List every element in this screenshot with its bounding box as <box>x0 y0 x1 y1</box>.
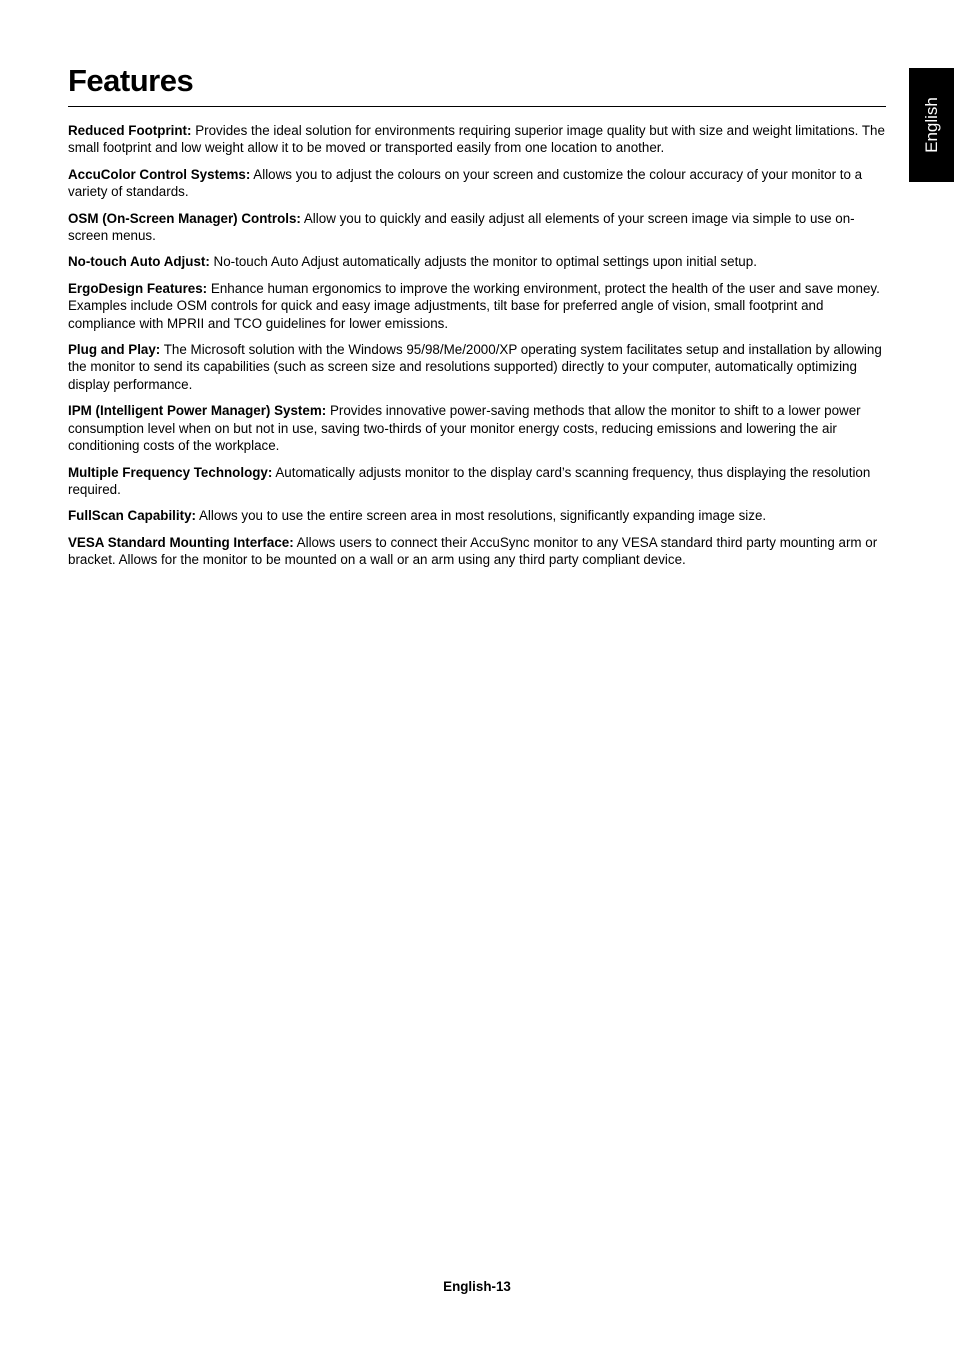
feature-name: No-touch Auto Adjust: <box>68 254 210 270</box>
feature-description: Allows you to adjust the colours on your screen and customize the colour accuracy of your monitor to a variety of standards. <box>68 166 863 200</box>
feature-item <box>68 402 886 454</box>
feature-name: OSM (On-Screen Manager) Controls: <box>68 210 301 226</box>
feature-item <box>68 464 886 499</box>
page-title: Features <box>68 63 194 98</box>
page-number: English-13 <box>443 1279 511 1294</box>
language-tab-label: English <box>921 97 941 153</box>
feature-item <box>68 166 886 201</box>
feature-name: AccuColor Control Systems: <box>68 166 251 182</box>
feature-description: Provides innovative power-saving methods that allow the monitor to shift to a lower power consumption level when on but not in use, saving two-thirds of your monitor energy costs, reducing emissions and lowering the air conditioning costs of the workplace. <box>68 403 861 454</box>
title-divider <box>68 106 886 107</box>
feature-description: Allows you to use the entire screen area in most resolutions, significantly expanding image size. <box>198 508 767 524</box>
feature-description: The Microsoft solution with the Windows 95/98/Me/2000/XP operating system facilitates setup and installation by allowing the monitor to send its capabilities (such as screen size and resolutions supported) directly to your computer, automatically optimizing display performance. <box>68 342 882 392</box>
feature-name: Plug and Play: <box>68 342 161 358</box>
feature-name: FullScan Capability: <box>68 508 196 524</box>
feature-description: Enhance human ergonomics to improve the working environment, protect the health of the user and save money. Examples include OSM controls for quick and easy image adjustments, tilt base for preferred angle of vision, small footprint and compliance with MPRII and TCO guidelines for lower emissions. <box>68 280 880 331</box>
feature-description: Allow you to quickly and easily adjust all elements of your screen image via simple to use on-screen menus. <box>68 210 855 244</box>
feature-item <box>68 507 886 524</box>
feature-item <box>68 122 886 157</box>
feature-description: Allows users to connect their AccuSync monitor to any VESA standard third party mounting arm or bracket. Allows for the monitor to be mounted on a wall or an arm using any third party compliant device. <box>68 534 878 568</box>
feature-name: VESA Standard Mounting Interface: <box>68 534 294 550</box>
feature-description: No-touch Auto Adjust automatically adjusts the monitor to optimal settings upon initial setup. <box>213 254 757 270</box>
feature-item <box>68 280 886 332</box>
feature-item <box>68 341 886 393</box>
feature-item <box>68 534 886 569</box>
language-tab <box>909 68 954 182</box>
feature-item <box>68 253 886 270</box>
feature-list <box>68 122 886 578</box>
feature-name: IPM (Intelligent Power Manager) System: <box>68 403 327 419</box>
feature-description: Automatically adjusts monitor to the display card’s scanning frequency, thus displaying the resolution required. <box>68 464 871 497</box>
feature-name: Reduced Footprint: <box>68 123 192 138</box>
feature-description: Provides the ideal solution for environments requiring superior image quality but with size and weight limitations. The small footprint and low weight allow it to be moved or transported easily from one location to another. <box>68 123 885 156</box>
feature-name: ErgoDesign Features: <box>68 280 208 296</box>
feature-item <box>68 210 886 245</box>
feature-name: Multiple Frequency Technology: <box>68 464 273 480</box>
